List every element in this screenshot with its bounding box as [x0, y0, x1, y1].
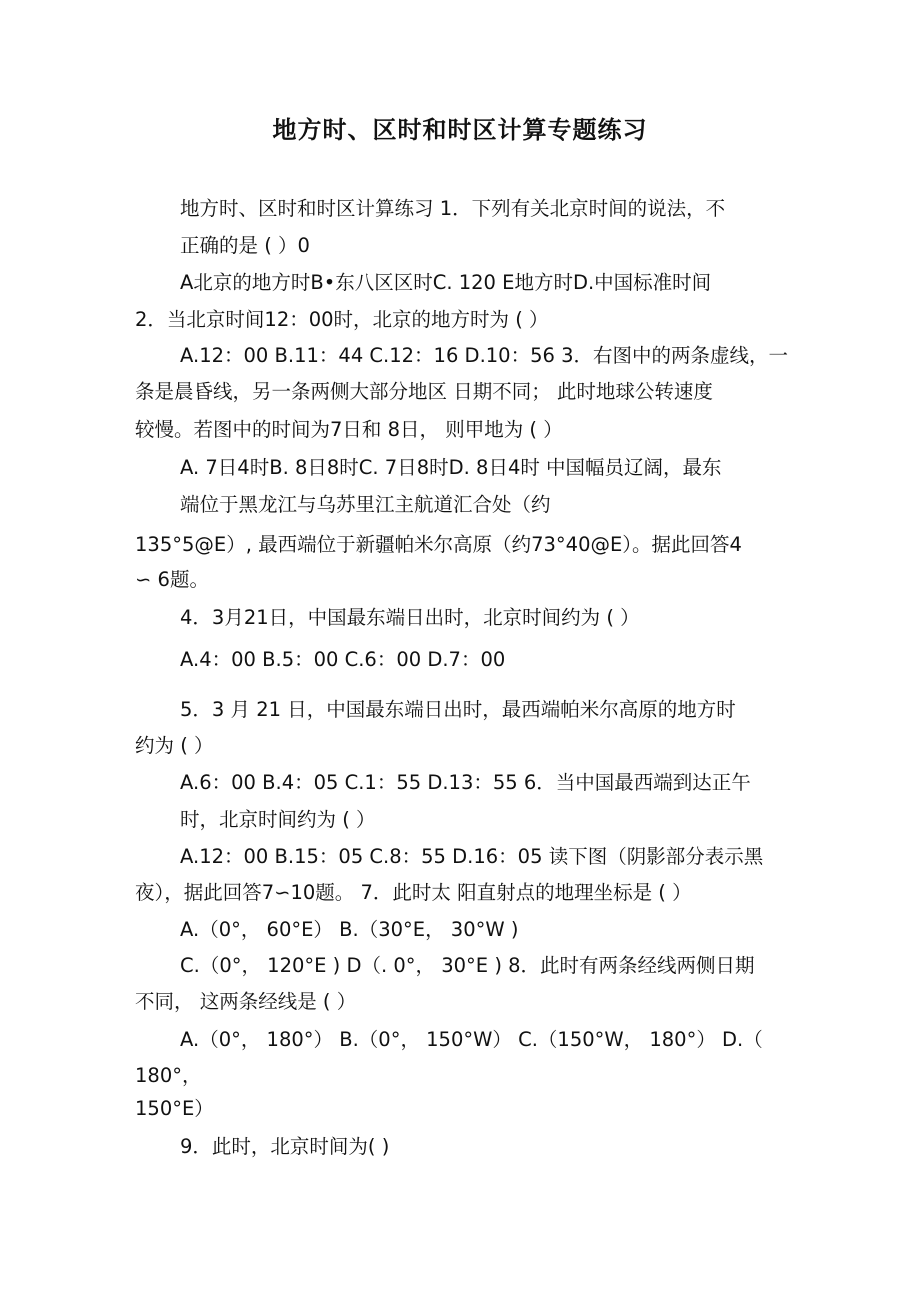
- text-line: 端位于黑龙江与乌苏里江主航道汇合处（约: [180, 493, 551, 516]
- text-line: 夜），据此回答7∽10题。 7．此时太 阳直射点的地理坐标是 ( ）: [135, 881, 692, 904]
- text-line: A. 7日4时B. 8日8时C. 7日8时D. 8日4时 中国幅员辽阔，最东: [180, 456, 722, 479]
- text-line: 150°E）: [135, 1097, 214, 1120]
- text-line: 135°5@E）, 最西端位于新疆帕米尔高原（约73°40@E）。据此回答4: [135, 533, 742, 556]
- text-line: 5．3 月 21 日，中国最东端日出时，最西端帕米尔高原的地方时: [180, 698, 736, 721]
- text-line: A北京的地方时B•东八区区时C. 120 E地方时D.中国标准时间: [180, 271, 712, 294]
- text-line: 地方时、区时和时区计算练习 1．下列有关北京时间的说法，不: [180, 197, 726, 220]
- text-line: 不同， 这两条经线是 ( ）: [135, 990, 357, 1013]
- text-line: 9．此时，北京时间为( ): [180, 1135, 390, 1158]
- text-line: A.6：00 B.4：05 C.1：55 D.13：55 6．当中国最西端到达正午: [180, 771, 751, 794]
- text-line: A.12：00 B.11：44 C.12：16 D.10：56 3．右图中的两条虚线，一: [180, 344, 789, 367]
- text-line: C.（0°， 120°E ) D（. 0°， 30°E ) 8．此时有两条经线两侧日期: [180, 954, 755, 977]
- text-line: A.（0°， 180°） B.（0°， 150°W） C.（150°W， 180°） D.（: [180, 1028, 763, 1051]
- text-line: 4．3月21日，中国最东端日出时，北京时间约为 ( ）: [180, 606, 640, 629]
- document-title: 地方时、区时和时区计算专题练习: [272, 116, 648, 144]
- text-line: 条是晨昏线，另一条两侧大部分地区 日期不同； 此时地球公转速度: [135, 380, 713, 403]
- text-line: A.12：00 B.15：05 C.8：55 D.16：05 读下图（阴影部分表示黑: [180, 845, 764, 868]
- text-line: ∽ 6题。: [135, 568, 209, 591]
- text-line: 180°，: [135, 1064, 202, 1087]
- text-line: A.4：00 B.5：00 C.6：00 D.7：00: [180, 648, 506, 671]
- text-line: 正确的是 ( ）0: [180, 234, 310, 257]
- text-line: 较慢。若图中的时间为7日和 8日， 则甲地为 ( ）: [135, 418, 563, 441]
- text-line: 时，北京时间约为 ( ）: [180, 808, 376, 831]
- text-line: A.（0°， 60°E） B.（30°E， 30°W ): [180, 918, 519, 941]
- text-line: 2．当北京时间12：00时，北京的地方时为 ( ）: [135, 308, 549, 331]
- text-line: 约为 ( ）: [135, 734, 214, 757]
